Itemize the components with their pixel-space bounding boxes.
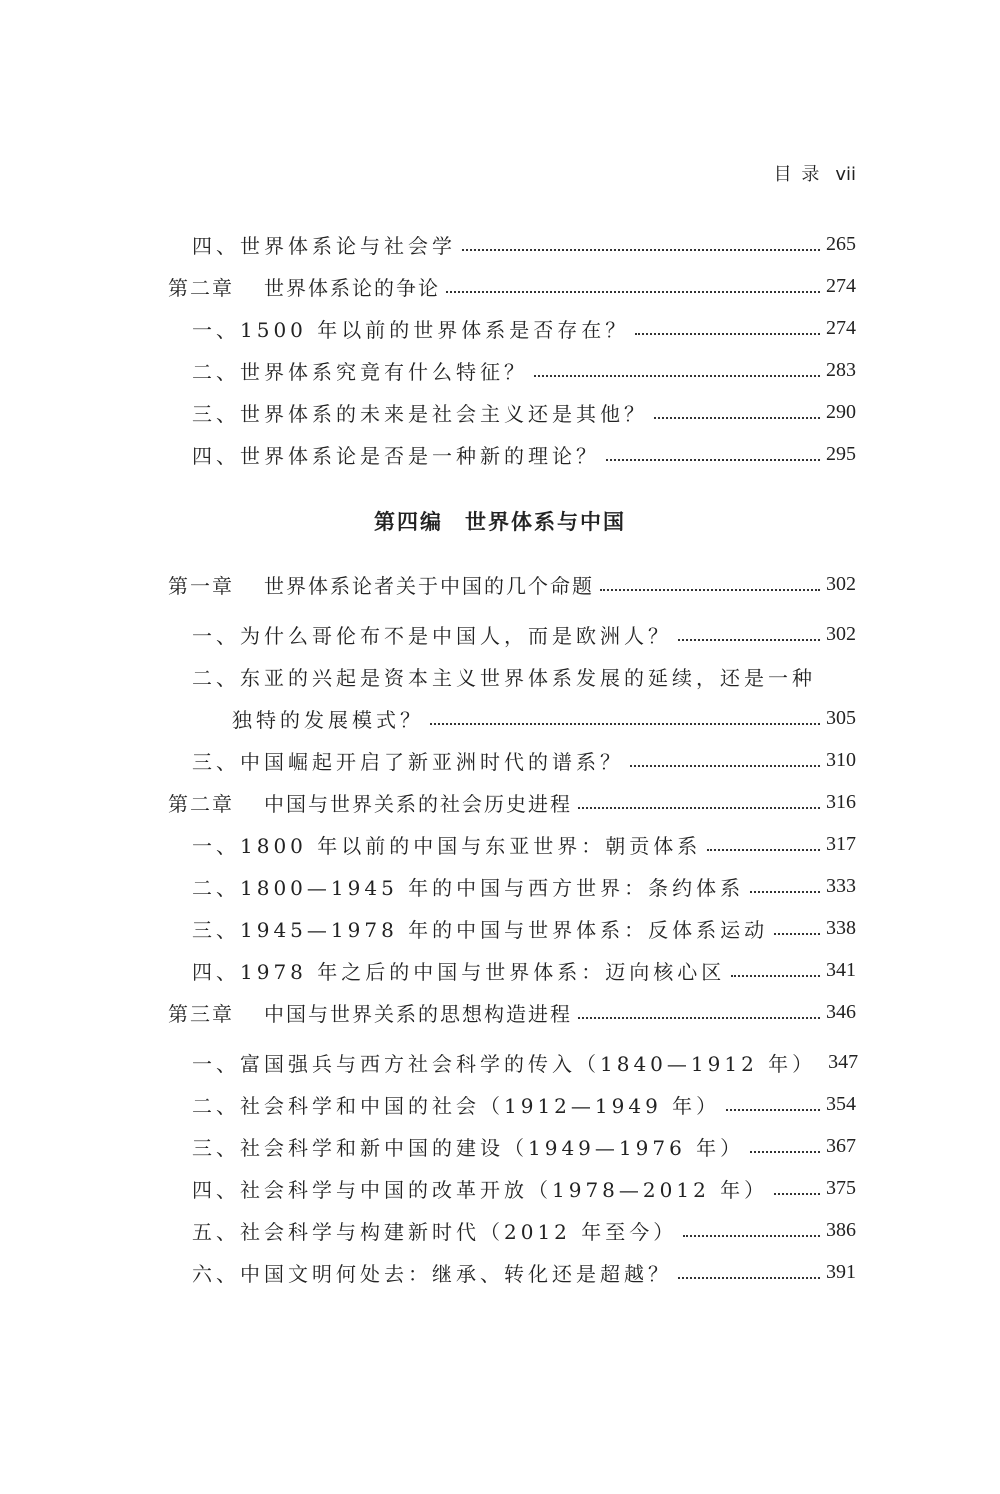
toc-chapter-entry[interactable] [0,992,1000,1032]
toc-section-entry[interactable] [0,656,1000,696]
page-number: 283 [826,358,856,381]
page-number: 295 [826,442,856,465]
toc-section-entry[interactable] [0,866,1000,906]
chapter-name: 中国与世界关系的社会历史进程 [264,791,572,816]
dot-leader [578,807,820,809]
chapter-label: 第一章 [168,573,234,598]
toc-section-entry[interactable] [0,224,1000,264]
dot-leader [731,975,820,977]
toc-section-entry[interactable] [0,1042,1000,1082]
toc-section-entry[interactable] [0,908,1000,948]
page-number: 333 [826,874,856,897]
toc-section-entry[interactable] [0,1168,1000,1208]
toc-section-entry[interactable] [0,308,1000,348]
toc-chapter-entry[interactable] [0,782,1000,822]
dot-leader [683,1235,820,1237]
page-number: 346 [826,1000,856,1023]
section-title: 三、世界体系的未来是社会主义还是其他？ [192,401,648,426]
chapter-name: 中国与世界关系的思想构造进程 [264,1001,572,1026]
dot-leader [774,1193,820,1195]
dot-leader [774,933,820,935]
toc-section-entry[interactable] [0,824,1000,864]
chapter-title [0,570,594,599]
section-title: 三、社会科学和新中国的建设（1949—1976 年） [192,1135,745,1160]
page-number: 305 [826,706,856,729]
section-title: 一、富国强兵与西方社会科学的传入（1840—1912 年） [192,1051,817,1076]
page-number: 302 [826,572,856,595]
toc-section-entry[interactable] [0,950,1000,990]
page-number: 347 [828,1050,859,1073]
toc-section-entry[interactable] [0,1210,1000,1250]
section-title: 一、1500 年以前的世界体系是否存在？ [192,317,630,342]
dot-leader [678,639,820,641]
toc-section-entry[interactable] [0,1126,1000,1166]
toc-section-entry[interactable] [0,392,1000,432]
chapter-title [0,788,572,817]
section-title: 六、中国文明何处去：继承、转化还是超越？ [192,1261,672,1286]
section-title: 三、中国崛起开启了新亚洲时代的谱系？ [192,749,624,774]
dot-leader [750,1151,820,1153]
part-label: 第四编 [374,510,443,534]
chapter-name: 世界体系论的争论 [264,275,440,300]
section-title: 二、1800—1945 年的中国与西方世界：条约体系 [192,875,745,900]
page-number: 274 [826,274,856,297]
part-title: 世界体系与中国 [465,510,626,534]
dot-leader [750,891,820,893]
page-number: 338 [826,916,856,939]
section-title: 二、世界体系究竟有什么特征？ [192,359,528,384]
dot-leader [635,333,820,335]
chapter-title [0,272,440,301]
section-title: 独特的发展模式？ [232,707,424,732]
chapter-label: 第二章 [168,275,234,300]
page-number: 367 [826,1134,856,1157]
section-title: 二、社会科学和中国的社会（1912—1949 年） [192,1093,721,1118]
section-title: 三、1945—1978 年的中国与世界体系：反体系运动 [192,917,769,942]
toc-chapter-entry[interactable] [0,266,1000,306]
page-number: 316 [826,790,856,813]
section-title: 五、社会科学与构建新时代（2012 年至今） [192,1219,678,1244]
dot-leader [430,723,820,725]
page-number: 290 [826,400,856,423]
dot-leader [630,765,820,767]
section-title: 四、世界体系论与社会学 [192,233,456,258]
chapter-title [0,998,572,1027]
section-title: 一、为什么哥伦布不是中国人，而是欧洲人？ [192,623,672,648]
page-number: 375 [826,1176,856,1199]
page-number: 386 [826,1218,856,1241]
dot-leader [654,417,820,419]
section-title: 四、1978 年之后的中国与世界体系：迈向核心区 [192,959,726,984]
page-number: 302 [826,622,856,645]
chapter-label: 第二章 [168,791,234,816]
toc-section-entry[interactable] [0,1252,1000,1292]
toc-section-entry[interactable] [0,614,1000,654]
page-number: 317 [826,832,856,855]
dot-leader [726,1109,820,1111]
dot-leader [446,291,820,293]
section-title: 四、社会科学与中国的改革开放（1978—2012 年） [192,1177,769,1202]
page-number: 341 [826,958,856,981]
dot-leader [707,849,820,851]
toc-section-entry[interactable] [0,1084,1000,1124]
toc-section-entry[interactable] [0,434,1000,474]
page-number: 391 [826,1260,856,1283]
dot-leader [462,249,820,251]
toc-section-entry[interactable] [0,350,1000,390]
chapter-name: 世界体系论者关于中国的几个命题 [264,573,594,598]
section-title: 一、1800 年以前的中国与东亚世界：朝贡体系 [192,833,702,858]
section-title: 四、世界体系论是否是一种新的理论？ [192,443,600,468]
page-number: 310 [826,748,856,771]
dot-leader [534,375,820,377]
header-page-number: vii [835,164,856,185]
dot-leader [600,589,820,591]
page-number: 265 [826,232,856,255]
dot-leader [578,1017,820,1019]
dot-leader [678,1277,820,1279]
toc-chapter-entry[interactable] [0,564,1000,604]
chapter-label: 第三章 [168,1001,234,1026]
part-heading [0,506,1000,536]
header-label: 目 录 [773,164,822,185]
section-title: 二、东亚的兴起是资本主义世界体系发展的延续，还是一种 [192,665,816,690]
page-number: 274 [826,316,856,339]
toc-section-entry[interactable] [0,740,1000,780]
toc-section-entry[interactable] [0,698,1000,738]
running-header [774,160,856,186]
dot-leader [606,459,820,461]
page-number: 354 [826,1092,856,1115]
